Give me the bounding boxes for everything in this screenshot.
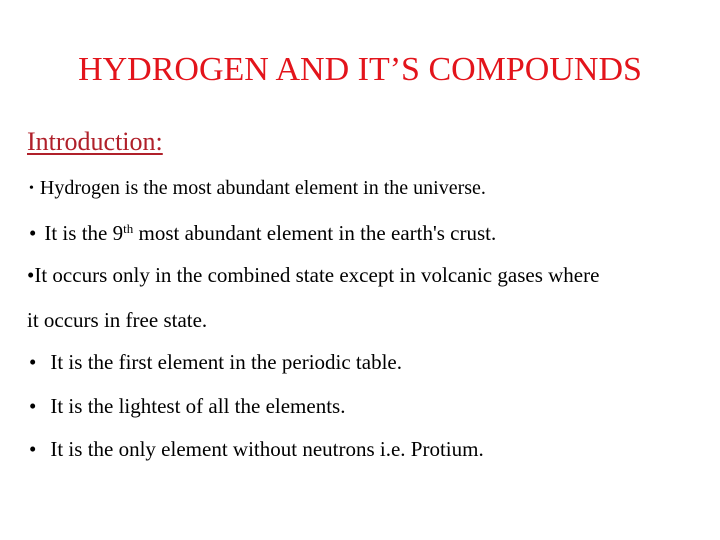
bullet-text: It is the first element in the periodic table.	[50, 350, 402, 374]
bullet-point-6	[29, 436, 484, 462]
bullet-icon: •	[27, 263, 35, 287]
bullet-point-3-continuation: it occurs in free state.	[27, 308, 208, 332]
bullet-point-2	[29, 220, 496, 246]
bullet-text: It is the only element without neutrons i.e. Protium.	[50, 437, 484, 461]
bullet-icon: •	[29, 181, 34, 196]
bullet-text-part-1: It is the 9	[44, 221, 124, 245]
bullet-text: Hydrogen is the most abundant element in the universe.	[39, 177, 486, 199]
bullet-icon: •	[29, 350, 37, 374]
bullet-point-3	[27, 262, 599, 288]
bullet-point-5	[29, 393, 345, 419]
bullet-text-part-2: most abundant element in the earth's crust.	[133, 221, 497, 245]
bullet-point-1	[29, 175, 486, 202]
bullet-icon: •	[29, 221, 37, 245]
bullet-text: It occurs only in the combined state except in volcanic gases where	[34, 263, 600, 287]
introduction-heading: Introduction:	[27, 127, 163, 156]
bullet-icon: •	[29, 437, 37, 461]
bullet-icon: •	[29, 394, 37, 418]
bullet-point-4	[29, 349, 402, 375]
bullet-text: It is the lightest of all the elements.	[50, 394, 346, 418]
slide-title: HYDROGEN AND IT’S COMPOUNDS	[78, 51, 642, 88]
superscript-th: th	[123, 221, 134, 236]
